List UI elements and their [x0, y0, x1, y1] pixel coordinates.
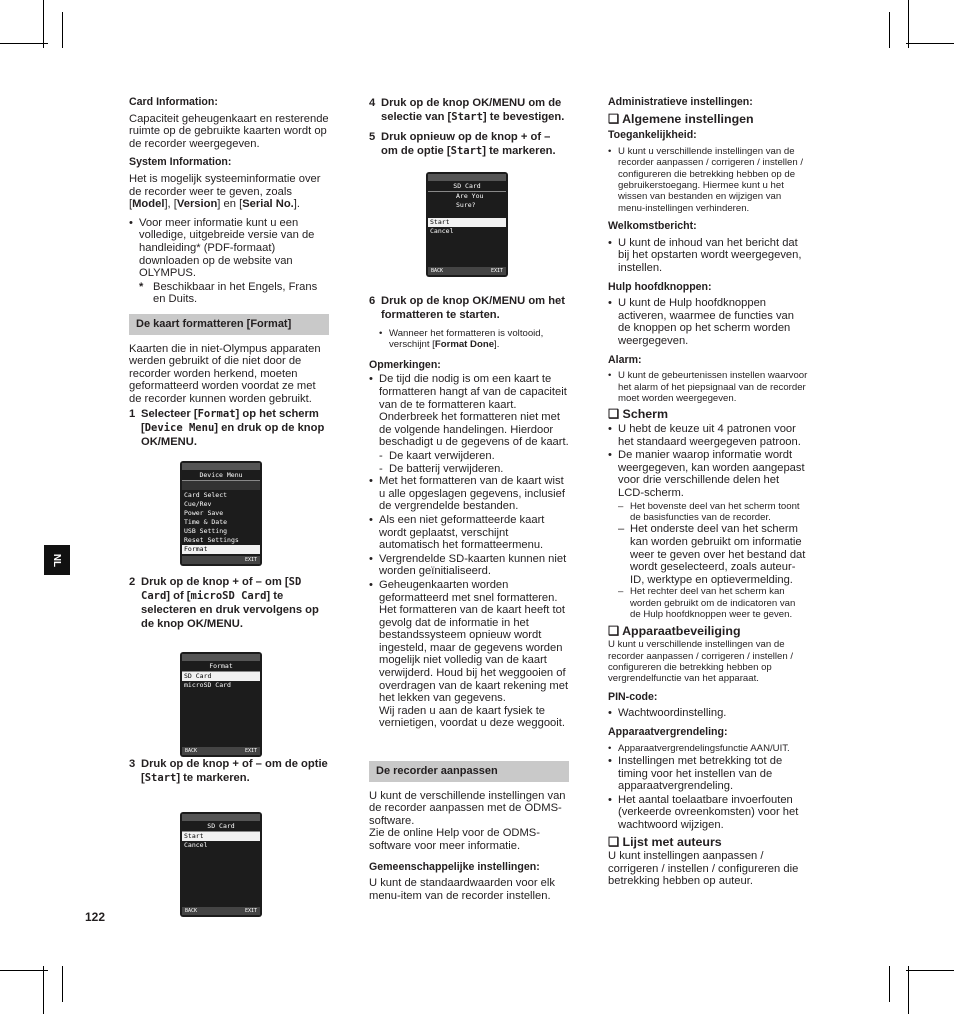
menu-item-selected: Start — [182, 832, 260, 841]
screen-heading: ❑ Scherm — [608, 407, 669, 422]
admin-heading: Administratieve instellingen: — [608, 96, 753, 108]
security-heading: ❑ Apparaatbeveiliging — [608, 623, 741, 638]
crop-mark — [908, 0, 909, 48]
menu-item: USB Setting — [184, 527, 228, 535]
crop-mark — [906, 43, 954, 44]
device-screen-menu — [180, 461, 262, 566]
lock-heading: Apparaatvergrendeling: — [608, 725, 728, 738]
screen-title: Format — [182, 662, 260, 672]
authors-heading: ❑ Lijst met auteurs — [608, 834, 722, 849]
device-screen-format — [180, 652, 262, 757]
crop-mark — [62, 966, 63, 1002]
section-header-customize: De recorder aanpassen — [369, 761, 569, 782]
list-item: • Voor meer informatie kunt u een volledige, uitgebreide versie van de handleiding* (PDF-formaat) downloaden op de website van OLYMPUS. — [129, 217, 329, 280]
screen-footer: BACK EXIT — [182, 747, 260, 755]
list-subitem: - De batterij verwijderen. — [369, 463, 569, 476]
menu-item: Reset Settings — [184, 536, 239, 544]
authors-text: U kunt instellingen aanpassen / corrigeren / instellen / configureren die betrekking hebben op auteur. — [608, 850, 799, 888]
crop-mark — [43, 0, 44, 48]
list-item: • De tijd die nodig is om een kaart te formatteren hangt af van de capaciteit van de te formatteren kaart. Onderbreek het formatteren niet met de volgende handelingen. Hierdoor beschadigt u de gegevens of de kaart. — [369, 373, 569, 449]
menu-item: Cue/Rev — [184, 500, 212, 508]
language-tab: NL — [44, 545, 70, 575]
card-info-heading: Card Information: — [129, 96, 218, 108]
crop-mark — [43, 966, 44, 1014]
list-item: • Wachtwoordinstelling. — [608, 707, 808, 720]
menu-item: Power Save — [184, 509, 224, 517]
general-settings-heading: ❑ Algemene instellingen — [608, 111, 754, 126]
help-heading: Hulp hoofdknoppen: — [608, 280, 712, 293]
customize-intro: U kunt de verschillende instellingen van de recorder aanpassen met de ODMS-software. Zie de online Help voor de ODMS-software voor meer informatie. — [369, 789, 566, 852]
crop-mark — [889, 966, 890, 1002]
crop-mark — [889, 12, 890, 48]
screen-footer: BACK EXIT — [428, 267, 506, 275]
status-bar — [182, 654, 260, 661]
list-item: • Als een niet geformatteerde kaart wordt geplaatst, verschijnt automatisch het formatteermenu. — [369, 514, 569, 552]
list-item: • U kunt de gebeurtenissen instellen waarvoor het alarm of het piepsignaal van de recorder moet worden weergegeven. — [608, 370, 808, 404]
column-2 — [369, 96, 569, 908]
card-info-text: Capaciteit geheugenkaart en resterende ruimte op de gebruikte kaarten wordt op de recorder weergegeven. — [129, 112, 329, 150]
security-text: U kunt u verschillende instellingen van de recorder aanpassen / corrigeren / instellen / configureren die betrekking hebben op vergrendelfunctie van het apparaat. — [608, 639, 794, 685]
list-subitem: – Het onderste deel van het scherm kan worden gebruikt om informatie weer te geven over het bestand dat wordt geselecteerd, zoals auteur-ID, werktype en optievermelding. — [608, 523, 808, 586]
list-item: • U kunt u verschillende instellingen van de recorder aanpassen / corrigeren / instellen / configureren die betrekking hebben op de gebruikerstoegang. Hiermee kunt u het wissen van bestanden en wijzigen van menu-instellingen verhinderen. — [608, 146, 808, 214]
step-5: 5 Druk opnieuw op de knop + of – om de optie [Start] te markeren. — [369, 131, 556, 157]
menu-item-selected: Start — [428, 218, 506, 227]
list-item: • U kunt de inhoud van het bericht dat bij het opstarten wordt weergegeven, instellen. — [608, 237, 808, 275]
section-header-format: De kaart formatteren [Format] — [129, 314, 329, 335]
screen-title: SD Card — [182, 822, 260, 832]
crop-mark — [906, 970, 954, 971]
accessibility-heading: Toegankelijkheid: — [608, 129, 697, 142]
step-1: 1 Selecteer [Format] op het scherm [Device Menu] en druk op de knop OK/MENU. — [129, 408, 325, 449]
menu-item: Cancel — [184, 841, 208, 849]
step-6: 6 Druk op de knop OK/MENU om het formatteren te starten. — [369, 295, 565, 321]
column-3 — [608, 96, 808, 894]
screen-title: SD Card — [428, 182, 506, 192]
list-subitem: - De kaart verwijderen. — [369, 450, 569, 463]
list-item: • Wanneer het formatteren is voltooid, verschijnt [Format Done]. — [379, 328, 569, 351]
menu-item: microSD Card — [184, 681, 231, 689]
menu-item-selected: Format — [182, 545, 260, 554]
list-item: • Apparaatvergrendelingsfunctie AAN/UIT. — [608, 743, 808, 754]
welcome-heading: Welkomstbericht: — [608, 220, 697, 233]
status-bar — [182, 814, 260, 821]
crop-mark — [908, 966, 909, 1014]
device-screen-sdcard — [180, 812, 262, 917]
format-intro: Kaarten die in niet-Olympus apparaten werden gebruikt of die niet door de recorder worden herkend, moeten geformatteerd worden voordat ze met de recorder kunnen worden gebruikt. — [129, 342, 321, 405]
crop-mark — [62, 12, 63, 48]
common-settings-heading: Gemeenschappelijke instellingen: — [369, 860, 540, 873]
screen-footer: BACK EXIT — [182, 907, 260, 915]
list-item: • Vergrendelde SD-kaarten kunnen niet worden geïnitialiseerd. — [369, 553, 569, 578]
list-item: • Geheugenkaarten worden geformatteerd met snel formatteren. Het formatteren van de kaart heeft tot gevolg dat de informatie in het bestandssysteem opnieuw wordt ingesteld, maar de gegevens worden mogelijk niet volledig van de kaart verwijderd. Houd bij het weggooien of overdragen van de kaart rekening met het lekken van gegevens. Wij raden u aan de kaart fysiek te vernietigen, voordat u deze weggooit. — [369, 579, 569, 730]
list-item: • U kunt de Hulp hoofdknoppen activeren, waarmee de functies van de knoppen op het scherm worden weergegeven. — [608, 297, 808, 347]
confirm-question: Are You Sure? — [456, 192, 484, 209]
menu-item: Cancel — [430, 227, 454, 235]
screen-title: Device Menu — [182, 471, 260, 481]
system-info-text: Het is mogelijk systeeminformatie over de recorder weer te geven, zoals [Model], [Version] en [Serial No.]. — [129, 172, 321, 211]
list-item: • Het aantal toelaatbare invoerfouten (verkeerde ovreenkomsten) voor het wachtwoord wijzigen. — [608, 794, 808, 832]
step-4: 4 Druk op de knop OK/MENU om de selectie van [Start] te bevestigen. — [369, 97, 565, 123]
list-item: • Instellingen met betrekking tot de timing voor het instellen van de apparaatvergrendeling. — [608, 755, 808, 793]
menu-item: Card Select — [184, 491, 228, 499]
crop-mark — [0, 43, 48, 44]
system-info-heading: System Information: — [129, 156, 232, 169]
page-number: 122 — [85, 910, 106, 924]
step-2: 2 Druk op de knop + of – om [SD Card] of [microSD Card] te selecteren en druk vervolgens op de knop OK/MENU. — [129, 576, 319, 631]
menu-item-selected: SD Card — [182, 672, 260, 681]
footnote: * Beschikbaar in het Engels, Frans en Duits. — [139, 280, 318, 306]
tab-strip — [182, 481, 260, 490]
pin-heading: PIN-code: — [608, 690, 658, 703]
list-item: • De manier waarop informatie wordt weergegeven, kan worden aangepast voor drie verschillende delen het LCD-scherm. — [608, 449, 808, 499]
list-subitem: – Het bovenste deel van het scherm toont de basisfuncties van de recorder. — [608, 501, 808, 524]
status-bar — [182, 463, 260, 470]
menu-item: Time & Date — [184, 518, 228, 526]
screen-footer: EXIT — [182, 556, 260, 564]
list-item: • U hebt de keuze uit 4 patronen voor het standaard weergegeven patroon. — [608, 423, 808, 448]
alarm-heading: Alarm: — [608, 353, 642, 366]
common-settings-text: U kunt de standaardwaarden voor elk menu-item van de recorder instellen. — [369, 877, 555, 902]
step-3: 3 Druk op de knop + of – om de optie [Start] te markeren. — [129, 758, 328, 785]
list-subitem: – Het rechter deel van het scherm kan worden gebruikt om de indicatoren van de Hulp hoofdknoppen weer te geven. — [608, 586, 808, 620]
list-item: • Met het formatteren van de kaart wist u alle opgeslagen gegevens, inclusief de vergrendelde bestanden. — [369, 475, 569, 513]
crop-mark — [0, 970, 48, 971]
notes-heading: Opmerkingen: — [369, 358, 441, 371]
